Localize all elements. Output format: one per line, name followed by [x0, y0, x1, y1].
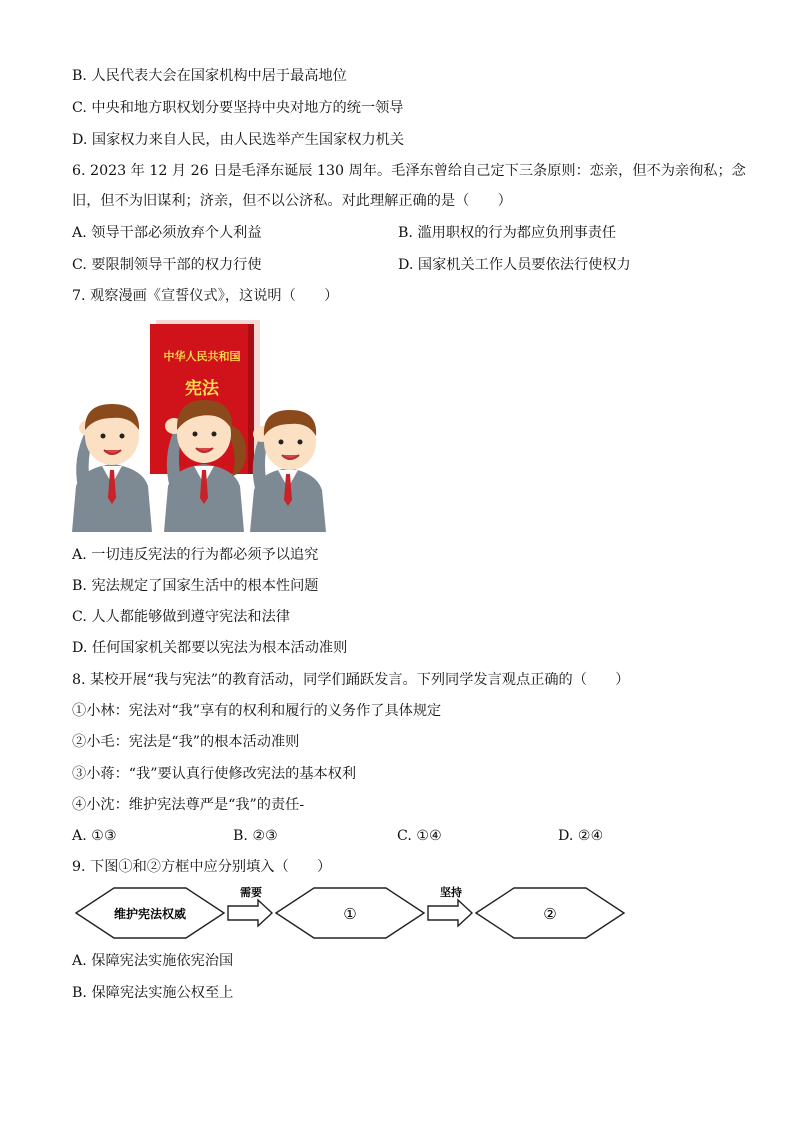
q6-option-d: D. 国家机关工作人员要依法行使权力: [398, 257, 631, 273]
q7-option-c: C. 人人都能够做到遵守宪法和法律: [72, 609, 290, 625]
q6-stem-line2: 旧，但不为旧谋利；济亲，但不以公济私。对此理解正确的是（ ）: [72, 193, 512, 209]
q8-statement-1: ①小林：宪法对“我”享有的权利和履行的义务作了具体规定: [72, 703, 442, 719]
q8-statement-4: ④小沈：维护宪法尊严是“我”的责任-: [72, 797, 305, 813]
q9-option-b: B. 保障宪法实施公权至上: [72, 985, 234, 1001]
q6-option-a: A. 领导干部必须放弃个人利益: [72, 225, 262, 241]
q8-stem: 8. 某校开展“我与宪法”的教育活动，同学们踊跃发言。下列同学发言观点正确的（ ）: [72, 672, 630, 688]
q5-option-b: B. 人民代表大会在国家机构中居于最高地位: [72, 68, 347, 84]
flow-arrow-1-label: 需要: [240, 886, 262, 899]
q7-option-b: B. 宪法规定了国家生活中的根本性问题: [72, 578, 319, 594]
left-boy: [72, 404, 152, 532]
q8-option-b: B. ②③: [233, 828, 278, 844]
q9-option-a: A. 保障宪法实施依宪治国: [72, 953, 234, 969]
flow-arrow-1: [228, 885, 272, 926]
q8-option-c: C. ①④: [397, 828, 442, 844]
flow-arrow-2: [428, 885, 472, 926]
oath-ceremony-cartoon: [72, 318, 330, 532]
book-main-title: 宪法: [185, 379, 219, 399]
q8-option-d: D. ②④: [558, 828, 604, 844]
q8-statement-3: ③小蒋：“我”要认真行使修改宪法的基本权利: [72, 766, 357, 782]
right-boy: [250, 410, 326, 532]
book-title: 中华人民共和国: [163, 350, 241, 363]
q9-stem: 9. 下图①和②方框中应分别填入（ ）: [72, 859, 332, 875]
q6-option-b: B. 滥用职权的行为都应负刑事责任: [398, 225, 617, 241]
q7-option-d: D. 任何国家机关都要以宪法为根本活动准则: [72, 640, 348, 656]
flow-box-2: [276, 888, 424, 938]
flow-arrow-2-label: 坚持: [440, 886, 462, 899]
q7-option-a: A. 一切违反宪法的行为都必须予以追究: [72, 547, 319, 563]
q5-option-d: D. 国家权力来自人民，由人民选举产生国家权力机关: [72, 132, 405, 148]
q6-stem-line1: 6. 2023 年 12 月 26 日是毛泽东诞辰 130 周年。毛泽东曾给自己定下三条原则：恋亲，但不为亲徇私；念: [72, 163, 746, 179]
q5-option-c: C. 中央和地方职权划分要坚持中央对地方的统一领导: [72, 100, 404, 116]
flow-box-2-label: ①: [343, 905, 357, 923]
flow-box-1: [76, 888, 224, 938]
q8-statement-2: ②小毛：宪法是“我”的根本活动准则: [72, 734, 300, 750]
flow-box-3: [476, 888, 624, 938]
q6-option-c: C. 要限制领导干部的权力行使: [72, 257, 262, 273]
flow-box-3-label: ②: [543, 905, 557, 923]
q9-flow-diagram: [74, 884, 736, 942]
q7-stem: 7. 观察漫画《宣誓仪式》，这说明（ ）: [72, 288, 339, 304]
q8-option-a: A. ①③: [72, 828, 117, 844]
flow-box-1-label: 维护宪法权威: [113, 907, 187, 921]
